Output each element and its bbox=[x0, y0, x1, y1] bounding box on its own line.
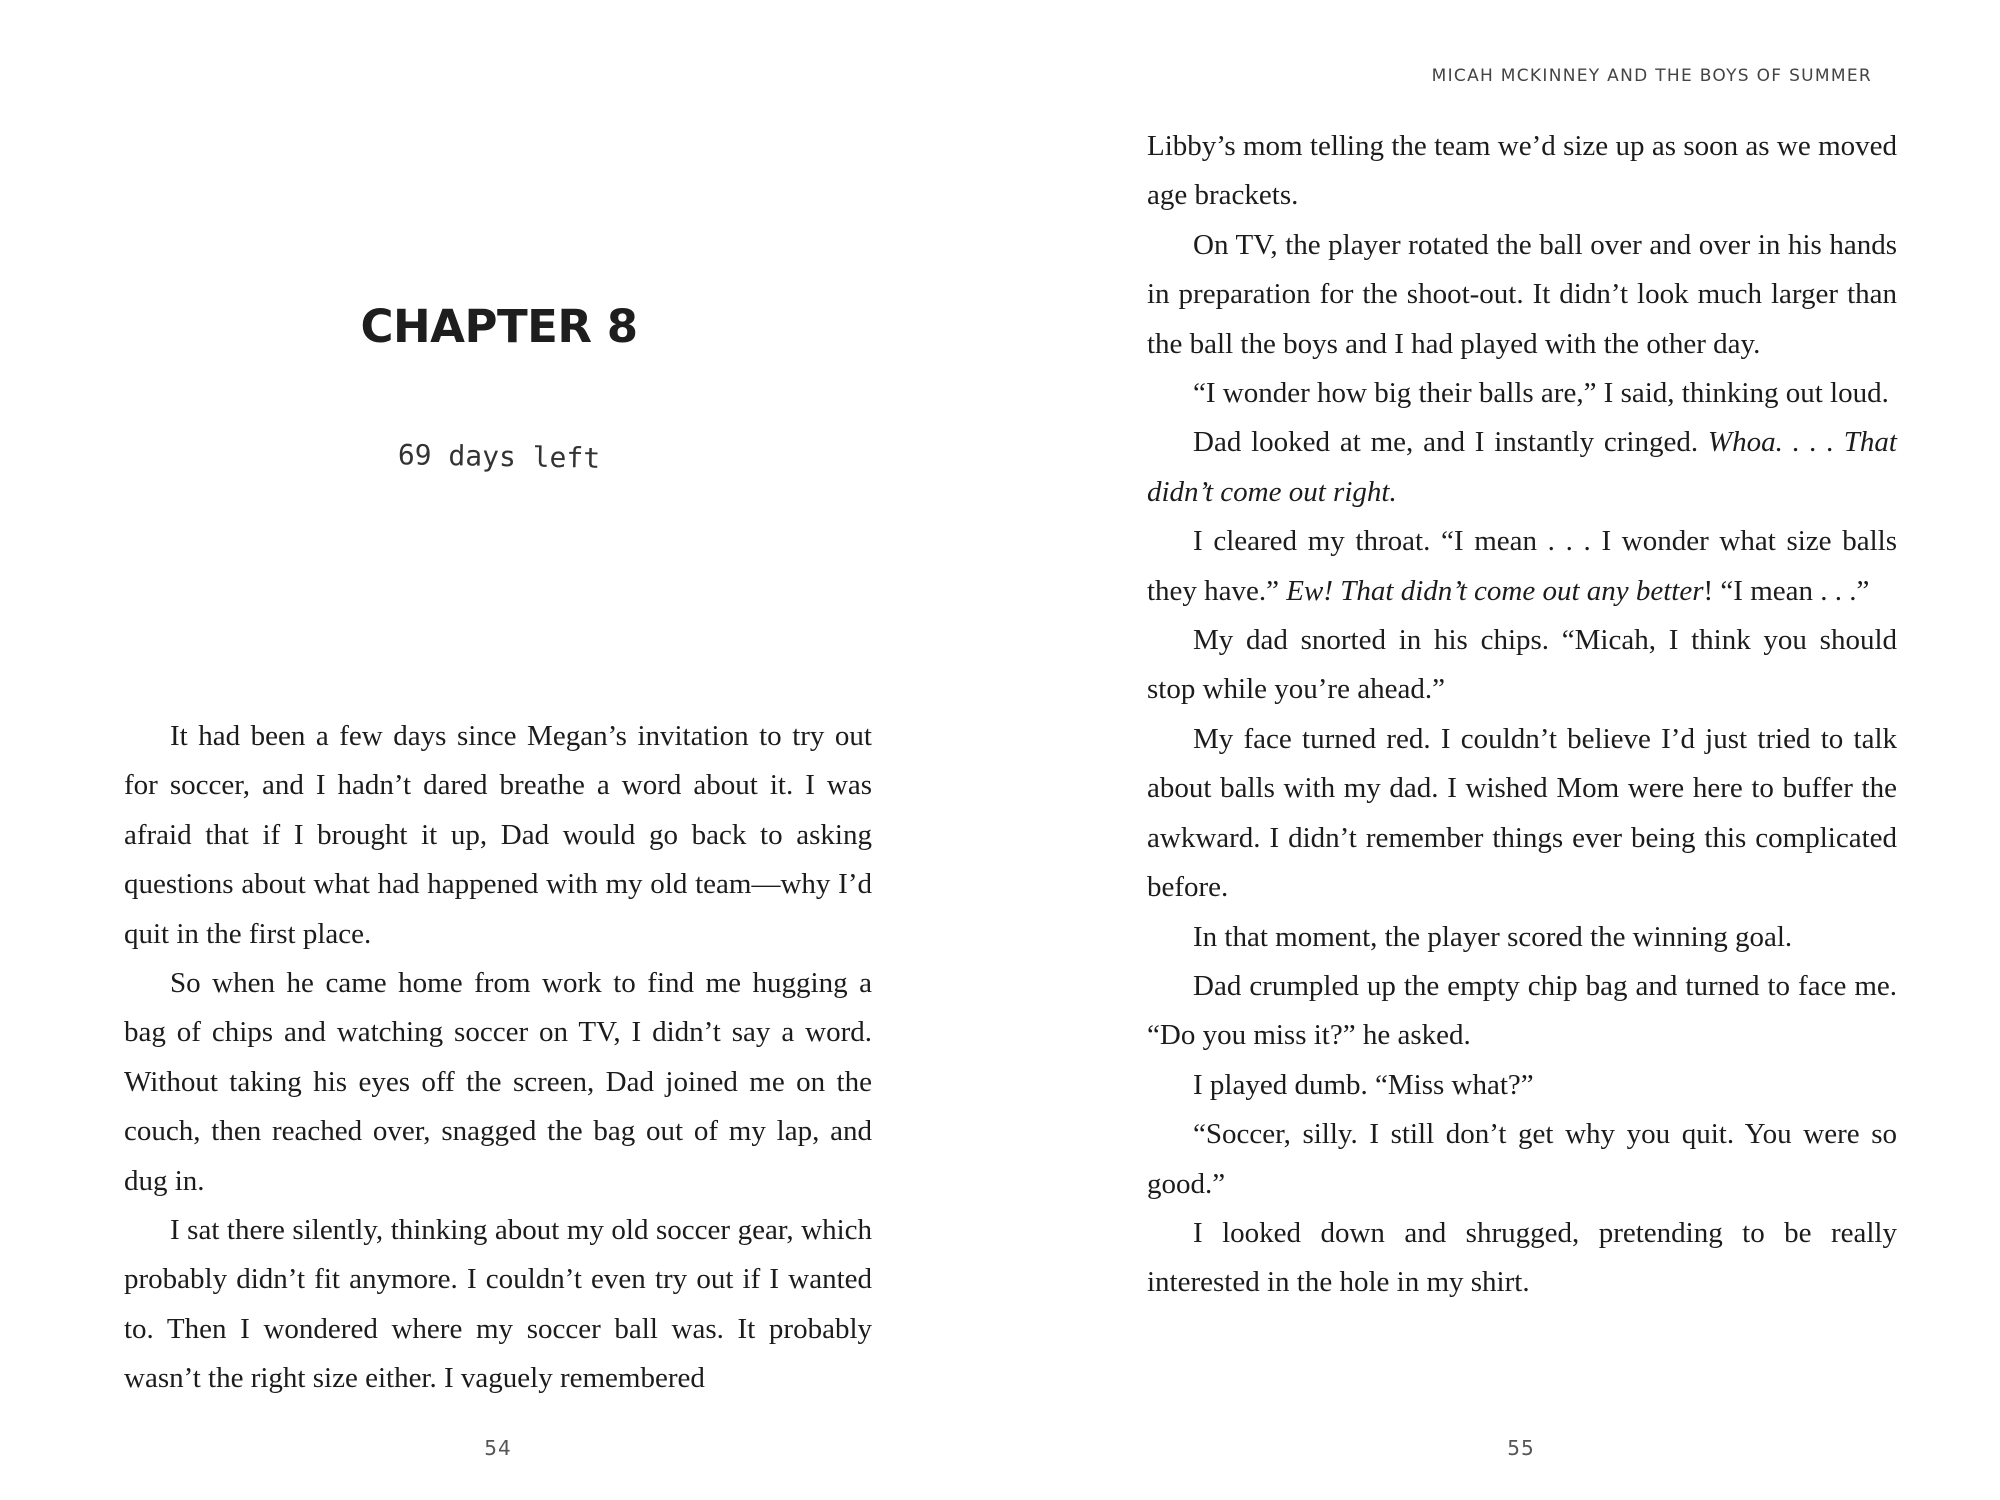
right-page-body bbox=[1147, 122, 1897, 1308]
text-run: I cleared my throat. “I mean . . . I wonder what size balls they have.” bbox=[1147, 525, 1897, 607]
paragraph: So when he came home from work to find me hugging a bag of chips and watching soccer on TV, I didn’t say a word. Without taking his eyes off the screen, Dad joined me on the couch, then reached over, snagged the bag out of my lap, and dug in. bbox=[124, 967, 872, 1197]
paragraph: In that moment, the player scored the winning goal. bbox=[1193, 920, 1793, 953]
paragraph: I looked down and shrugged, pretending to be really interested in the hole in my shirt. bbox=[1147, 1216, 1897, 1299]
chapter-subtitle: 69 days left bbox=[397, 438, 601, 475]
paragraph: My dad snorted in his chips. “Micah, I think you should stop while you’re ahead.” bbox=[1147, 624, 1897, 706]
paragraph: Dad crumpled up the empty chip bag and turned to face me. “Do you miss it?” he asked. bbox=[1147, 969, 1897, 1052]
left-page-body bbox=[124, 712, 872, 1404]
text-run: ! “I mean . . .” bbox=[1703, 574, 1870, 607]
italic-thought: Ew! That didn’t come out any better bbox=[1286, 574, 1704, 607]
italic-thought: Whoa. . . . That didn’t come out right. bbox=[1147, 426, 1897, 508]
paragraph: I sat there silently, thinking about my old soccer gear, which probably didn’t fit anymore. I couldn’t even try out if I wanted to. Then I wondered where my soccer ball was. It probably wasn’t the right size either. I vaguely remembered bbox=[124, 1214, 872, 1395]
running-head: MICAH MCKINNEY AND THE BOYS OF SUMMER bbox=[1431, 66, 1872, 86]
paragraph bbox=[1147, 517, 1897, 616]
paragraph: I played dumb. “Miss what?” bbox=[1193, 1068, 1534, 1101]
page-number-left: 54 bbox=[484, 1436, 512, 1460]
right-page bbox=[1000, 0, 2000, 1500]
paragraph: “Soccer, silly. I still don’t get why you quit. You were so good.” bbox=[1147, 1118, 1897, 1200]
paragraph: My face turned red. I couldn’t believe I’d just tried to talk about balls with my dad. I wished Mom were here to buffer the awkward. I didn’t remember things ever being this complicated before. bbox=[1147, 722, 1897, 904]
chapter-title: CHAPTER 8 bbox=[360, 300, 638, 353]
page-number-right: 55 bbox=[1507, 1436, 1535, 1460]
paragraph: “I wonder how big their balls are,” I said, thinking out loud. bbox=[1193, 377, 1889, 410]
paragraph: On TV, the player rotated the ball over and over in his hands in preparation for the shoot-out. It didn’t look much larger than the ball the boys and I had played with the other day. bbox=[1147, 228, 1897, 360]
paragraph: Libby’s mom telling the team we’d size up as soon as we moved age brackets. bbox=[1147, 130, 1897, 212]
text-run: Dad looked at me, and I instantly cringed. bbox=[1193, 426, 1708, 459]
paragraph: It had been a few days since Megan’s invitation to try out for soccer, and I hadn’t dared breathe a word about it. I was afraid that if I brought it up, Dad would go back to asking questions about what had happened with my old team—why I’d quit in the first place. bbox=[124, 720, 872, 950]
paragraph bbox=[1147, 418, 1897, 517]
